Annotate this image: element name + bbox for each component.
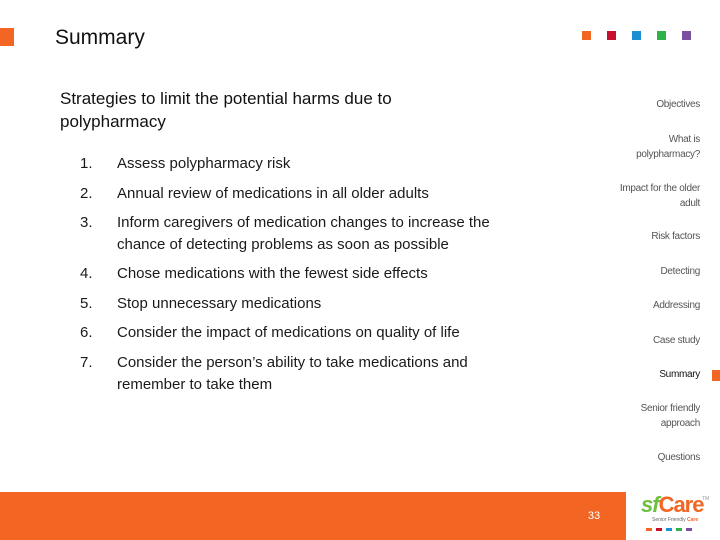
logo-color-squares [646, 528, 692, 531]
logo-tagline-care: Care [687, 517, 699, 523]
corner-accent-square [0, 28, 14, 46]
strategy-number: 2. [80, 185, 93, 202]
nav-item-risk-factors[interactable]: Risk factors [651, 231, 700, 242]
logo-tagline-prefix: Senior Friendly [652, 517, 688, 523]
active-nav-marker [712, 370, 720, 381]
strategy-text: Assess polypharmacy risk [117, 155, 291, 172]
strategy-number: 5. [80, 295, 93, 312]
strategy-text: Stop unnecessary medications [117, 295, 322, 312]
logo-square-red [656, 528, 662, 531]
strategy-text: Consider the impact of medications on quality of life [117, 324, 460, 341]
nav-item-addressing[interactable]: Addressing [652, 300, 700, 311]
logo-trademark: TM [702, 496, 710, 502]
strategy-number: 4. [80, 265, 93, 282]
logo-square-purple [686, 528, 692, 531]
strategy-number: 1. [80, 155, 93, 172]
logo-square-orange [646, 528, 652, 531]
nav-item-senior-friendly-approach[interactable]: Senior friendly approach [640, 403, 700, 429]
strategy-text: Consider the person’s ability to take medications and remember to take them [117, 354, 468, 393]
sfcare-logo [641, 492, 703, 518]
brand-square-purple [682, 31, 691, 40]
nav-item-summary[interactable]: Summary [659, 369, 700, 380]
nav-item-impact-for-older-adult[interactable]: Impact for the older adult [619, 183, 700, 209]
logo-square-green [676, 528, 682, 531]
nav-item-detecting[interactable]: Detecting [660, 266, 700, 277]
nav-item-what-is-polypharmacy[interactable]: What is polypharmacy? [636, 134, 700, 160]
brand-square-orange [582, 31, 591, 40]
strategy-number: 3. [80, 214, 93, 231]
strategy-number: 6. [80, 324, 93, 341]
brand-color-squares [582, 31, 691, 40]
strategy-text: Chose medications with the fewest side effects [117, 265, 428, 282]
logo-tagline [652, 517, 698, 523]
nav-item-case-study[interactable]: Case study [652, 335, 700, 346]
brand-square-red [607, 31, 616, 40]
logo-square-blue [666, 528, 672, 531]
nav-item-questions[interactable]: Questions [657, 452, 700, 463]
logo-sf-text: sf [641, 492, 659, 517]
section-subtitle: Strategies to limit the potential harms due to polypharmacy [60, 89, 392, 131]
brand-square-blue [632, 31, 641, 40]
strategy-text: Annual review of medications in all older adults [117, 185, 429, 202]
strategy-text: Inform caregivers of medication changes to increase the chance of detecting problems as soon as possible [117, 214, 490, 253]
logo-care-text: Care [658, 492, 704, 517]
page-title: Summary [55, 26, 145, 49]
nav-item-objectives[interactable]: Objectives [656, 99, 700, 110]
footer-bar [0, 492, 720, 540]
page-number: 33 [587, 510, 601, 522]
brand-square-green [657, 31, 666, 40]
strategy-number: 7. [80, 354, 93, 371]
